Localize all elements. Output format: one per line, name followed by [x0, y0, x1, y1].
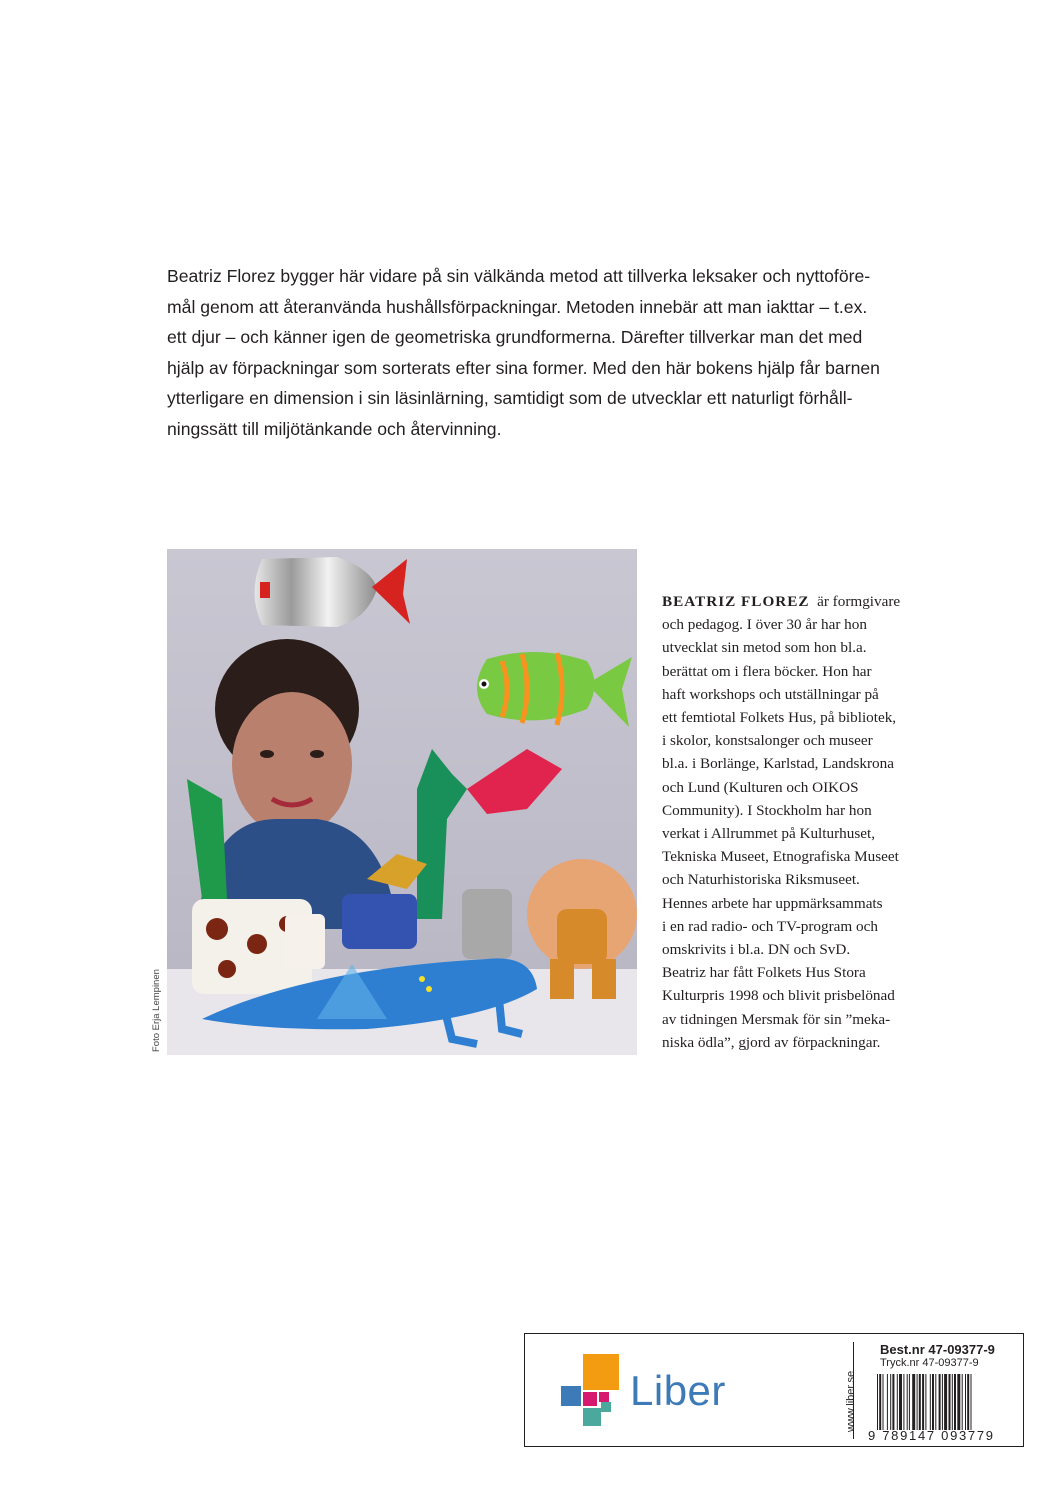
bio-line: utvecklat sin metod som hon bl.a. [662, 639, 867, 657]
bio-line: i en rad radio- och TV-program och [662, 917, 878, 935]
barcode-icon [877, 1374, 1011, 1430]
bio-line: haft workshops och utställningar på [662, 685, 879, 703]
intro-line: hjälp av förpackningar som sorterats efter sina former. Med den här bokens hjälp får barnen [167, 357, 880, 378]
bio-line: verkat i Allrummet på Kulturhuset, [662, 825, 876, 843]
bio-line: Hennes arbete har uppmärksammats [662, 894, 883, 912]
bio-line: Kulturpris 1998 och blivit prisbelönad [662, 987, 895, 1005]
bio-line: bl.a. i Borlänge, Karlstad, Landskrona [662, 755, 894, 773]
bio-line: omskrivits i bl.a. DN och SvD. [662, 941, 851, 959]
publisher-url: www.liber.se [845, 1370, 857, 1432]
order-numbers [880, 1342, 995, 1370]
bio-line: Beatriz har fått Folkets Hus Stora [662, 964, 866, 982]
intro-line: ytterligare en dimension i sin läsinlärning, samtidigt som de utvecklar ett naturligt förhåll- [167, 388, 853, 408]
bio-line: och Lund (Kulturen och OIKOS [662, 778, 859, 796]
author-photo [167, 549, 637, 1055]
tryck-nr: Tryck.nr 47-09377-9 [880, 1357, 979, 1369]
bio-line: ett femtiotal Folkets Hus, på bibliotek, [662, 709, 897, 727]
isbn-number: 9 789147 093779 [868, 1428, 995, 1443]
publisher-name: Liber [630, 1367, 726, 1414]
bio-line: och pedagog. I över 30 år har hon [662, 616, 867, 634]
intro-line: mål genom att återanvända hushållsförpackningar. Metoden innebär att man iakttar – t.ex. [167, 296, 868, 317]
bio-line: berättat om i flera böcker. Hon har [662, 662, 872, 680]
publisher-box [524, 1333, 1024, 1447]
best-nr: Best.nr 47-09377-9 [880, 1342, 995, 1357]
bio-line: i skolor, konstsalonger och museer [662, 732, 873, 750]
bio-first-line [662, 590, 932, 613]
bio-line: Community). I Stockholm har hon [662, 801, 872, 819]
author-name: BEATRIZ FLOREZ [662, 593, 810, 610]
intro-line: ningssätt till miljötänkande och återvinning. [167, 418, 502, 439]
bio-line: Tekniska Museet, Etnografiska Museet [662, 848, 899, 866]
intro-line: ett djur – och känner igen de geometriska grundformerna. Därefter tillverkar man det med [167, 327, 863, 347]
bio-line: niska ödla”, gjord av förpackningar. [662, 1033, 881, 1051]
intro-paragraph [167, 261, 932, 444]
author-photo-illustration [167, 549, 637, 1055]
bio-line: är formgivare [817, 593, 901, 610]
photo-credit: Foto Erja Lempinen [151, 969, 162, 1052]
bio-line: och Naturhistoriska Riksmuseet. [662, 871, 860, 889]
intro-line: Beatriz Florez bygger här vidare på sin välkända metod att tillverka leksaker och nyttoföre- [167, 266, 871, 286]
bio-line: av tidningen Mersmak för sin ”meka- [662, 1010, 891, 1028]
author-bio [662, 590, 932, 1054]
